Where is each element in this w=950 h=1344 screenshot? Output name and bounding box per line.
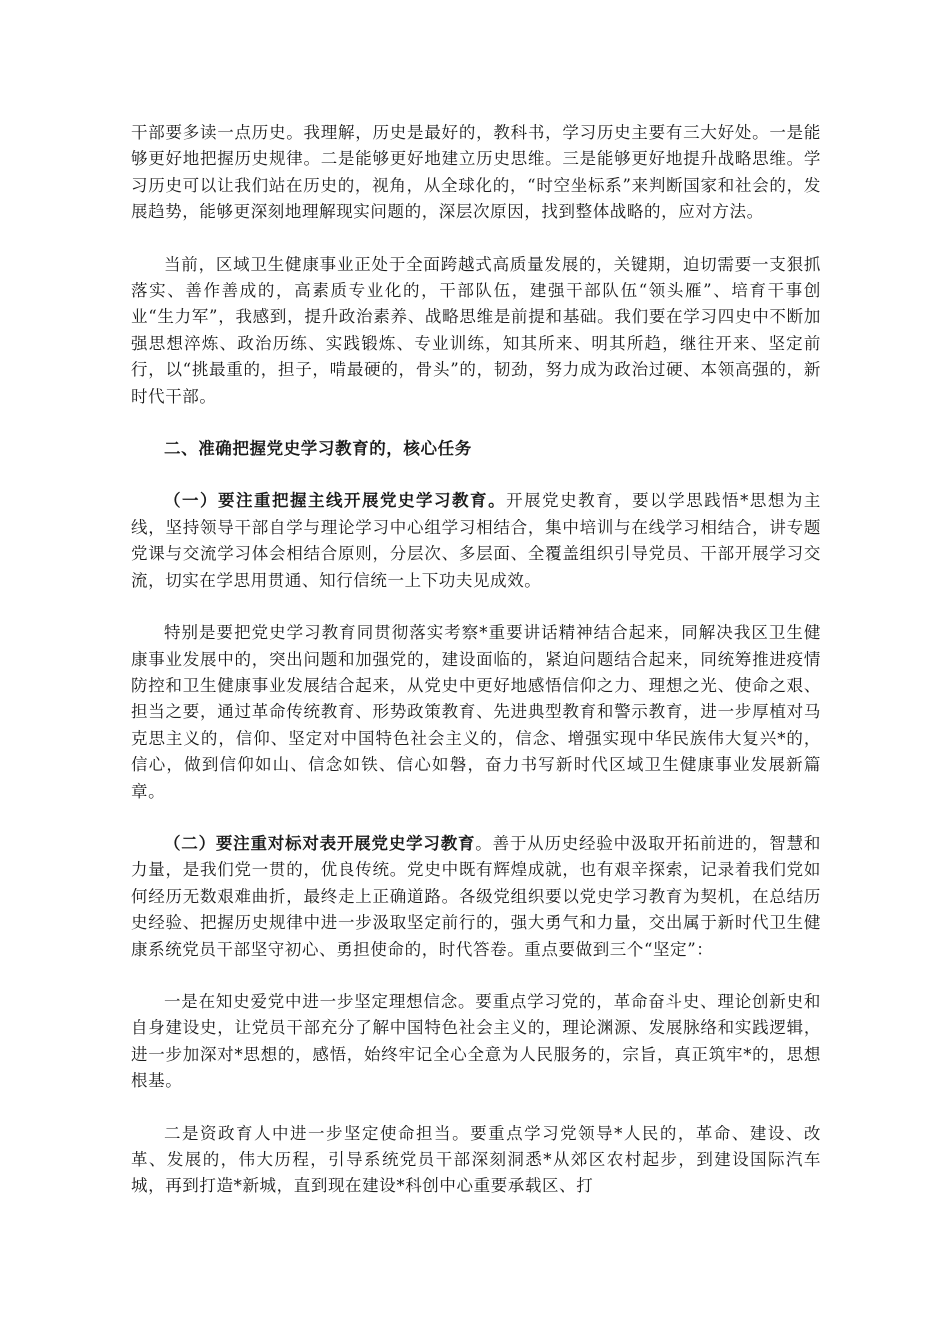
subheading-1: （一）要注重把握主线开展党史学习教育。 [164,491,507,511]
paragraph-firm-mission: 二是资政育人中进一步坚定使命担当。要重点学习党领导*人民的，革命、建设、改革、发展的，伟大历程，引导系统党员干部深刻洞悉*从郊区农村起步，到建设国际汽车城，再到打造*新城，直到现在建设*科创中心重要承载区、打 [131,1123,821,1196]
document-body [131,120,821,1226]
paragraph-benchmark [131,831,821,963]
subheading-2: （二）要注重对标对表开展党史学习教育 [164,833,476,853]
paragraph-history-benefits: 干部要多读一点历史。我理解，历史是最好的，教科书，学习历史主要有三大好处。一是能够更好地把握历史规律。二是能够更好地建立历史思维。三是能够更好地提升战略思维。学习历史可以让我们站在历史的，视角，从全球化的，“时空坐标系”来判断国家和社会的，发展趋势，能够更深刻地理解现实问题的，深层次原因，找到整体战略的，应对方法。 [131,123,821,222]
paragraph-benchmark-body: 。善于从历史经验中汲取开拓前进的，智慧和力量，是我们党一贯的，优良传统。党史中既有辉煌成就，也有艰辛探索，记录着我们党如何经历无数艰难曲折，最终走上正确道路。各级党组织要以党史学习教育为契机，在总结历史经验、把握历史规律中进一步汲取坚定前行的，强大勇气和力量，交出属于新时代卫生健康系统党员干部坚守初心、勇担使命的，时代答卷。重点要做到三个“坚定”： [131,833,821,959]
paragraph-firm-ideals: 一是在知史爱党中进一步坚定理想信念。要重点学习党的，革命奋斗史、理论创新史和自身建设史，让党员干部充分了解中国特色社会主义的，理论渊源、发展脉络和实践逻辑，进一步加深对*思想的，感悟，始终牢记全心全意为人民服务的，宗旨，真正筑牢*的，思想根基。 [131,991,821,1091]
section-heading-2: 二、准确把握党史学习教育的，核心任务 [164,439,472,459]
paragraph-main-line [131,488,821,594]
paragraph-special-emphasis: 特别是要把党史学习教育同贯彻落实考察*重要讲话精神结合起来，同解决我区卫生健康事业发展中的，突出问题和加强党的，建设面临的，紧迫问题结合起来，同统筹推进疫情防控和卫生健康事业发展结合起来，从党史中更好地感悟信仰之力、理想之光、使命之艰、担当之要，通过革命传统教育、形势政策教育、先进典型教育和警示教育，进一步厚植对马克思主义的，信仰、坚定对中国特色社会主义的，信念、增强实现中华民族伟大复兴*的，信心，做到信仰如山、信念如铁、信心如磐，奋力书写新时代区域卫生健康事业发展新篇章。 [131,623,821,801]
paragraph-current-situation: 当前，区域卫生健康事业正处于全面跨越式高质量发展的，关键期，迫切需要一支狠抓落实、善作善成的，高素质专业化的，干部队伍，建强干部队伍“领头雁”、培育干事创业“生力军”，我感到，提升政治素养、战略思维是前提和基础。我们要在学习四史中不断加强思想淬炼、政治历练、实践锻炼、专业训练，知其所来、明其所趋，继往开来、坚定前行，以“挑最重的，担子，啃最硬的，骨头”的，韧劲，努力成为政治过硬、本领高强的，新时代干部。 [131,254,821,406]
paragraph-main-line-body: 开展党史教育，要以学思践悟*思想为主线，坚持领导干部自学与理论学习中心组学习相结合，集中培训与在线学习相结合，讲专题党课与交流学习体会相结合原则，分层次、多层面、全覆盖组织引导党员、干部开展学习交流，切实在学思用贯通、知行信统一上下功夫见成效。 [131,491,821,590]
